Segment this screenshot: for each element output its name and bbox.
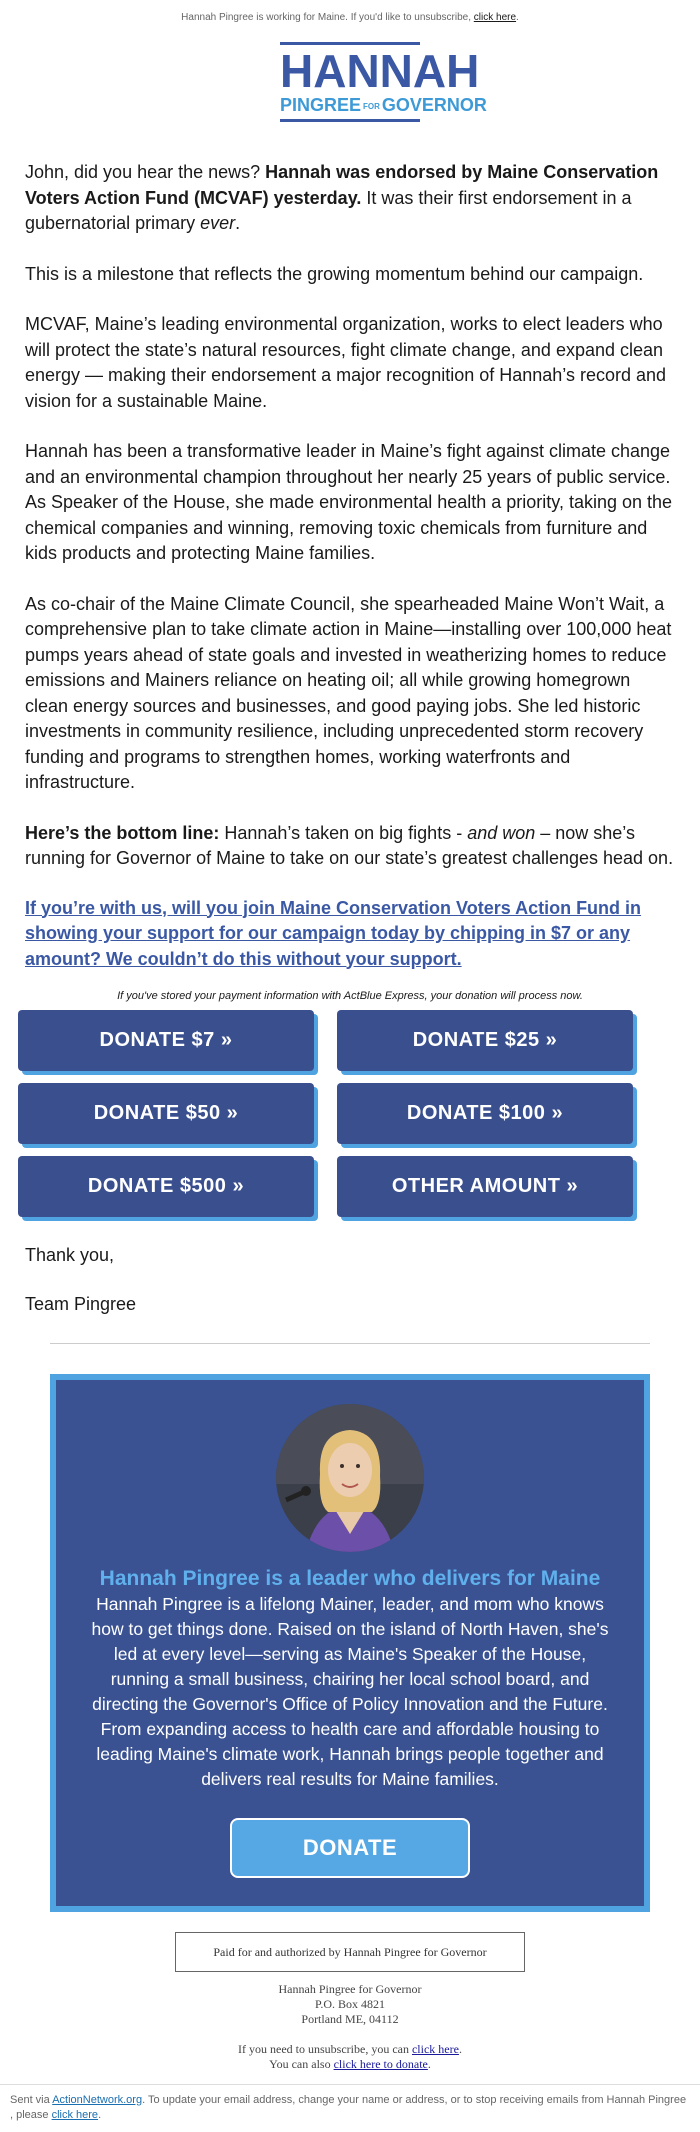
- signoff-thanks: Thank you,: [25, 1245, 115, 1265]
- p6-emphasis: and won: [467, 822, 536, 843]
- donate-end: .: [427, 2057, 431, 2071]
- actionnetwork-link[interactable]: ActionNetwork.org: [52, 2094, 143, 2106]
- paid-for-disclaimer: Paid for and authorized by Hannah Pingree for Governor: [175, 1932, 525, 1972]
- logo-sub-left: PINGREE: [280, 95, 362, 115]
- donate-100-button[interactable]: DONATE $100 »: [337, 1083, 633, 1144]
- bio-card: [50, 1374, 650, 1912]
- section-divider: [50, 1343, 650, 1344]
- logo-sub-for: FOR: [363, 101, 380, 111]
- donate-button-grid: [0, 1010, 700, 1217]
- footer-end: .: [98, 2109, 102, 2121]
- p6-bold: Here’s the bottom line:: [25, 822, 220, 843]
- action-network-footer: [0, 2085, 700, 2123]
- signoff-team: Team Pingree: [25, 1294, 137, 1314]
- p1-text-c: .: [235, 213, 241, 233]
- unsubscribe-link[interactable]: click here: [411, 2042, 459, 2056]
- bio-donate-button[interactable]: DONATE: [230, 1818, 470, 1878]
- unsub-end: .: [458, 2042, 462, 2056]
- logo-sub-right: GOVERNOR: [381, 95, 487, 115]
- address-line-2: P.O. Box 4821: [314, 1997, 385, 2011]
- bio-title: Hannah Pingree is a leader who delivers for Maine: [99, 1567, 601, 1590]
- signoff: [0, 1217, 700, 1317]
- p1-text-a: John, did you hear the news?: [25, 162, 266, 182]
- paragraph-mcvaf: MCVAF, Maine’s leading environmental organization, works to elect leaders who will protect the state’s natural resources, fight climate change, and expand clean energy — making their endorsement a major recognition of Hannah’s record and vision for a sustainable Maine.: [25, 314, 667, 411]
- footer-donate-link[interactable]: click here to donate: [333, 2057, 428, 2071]
- footer-sent-via: Sent via: [10, 2094, 53, 2106]
- logo-subtitle: [280, 95, 487, 116]
- donate-25-button[interactable]: DONATE $25 »: [337, 1010, 633, 1071]
- paragraph-climate-council: As co-chair of the Maine Climate Council, she spearheaded Maine Won’t Wait, a comprehensive plan to take climate action in Maine—installing over 100,000 heat pumps years ahead of state goals and invested in weatherizing homes to reduce emissions and Mainers reliance on heating oil; all while growing homegrown clean energy sources and businesses, and good paying jobs. She led historic investments in community resilience, including unprecedented storm recovery funding and programs to strengthen homes, working waterfronts and infrastructure.: [25, 593, 672, 792]
- preheader: [0, 0, 700, 28]
- donate-7-button[interactable]: DONATE $7 »: [18, 1010, 314, 1071]
- paragraph-bottom-line: [25, 821, 676, 872]
- unsub-text: If you need to unsubscribe, you can: [238, 2042, 412, 2056]
- donate-50-button[interactable]: DONATE $50 »: [18, 1083, 314, 1144]
- p6-text-b: – now she’s running for Governor of Maine to take on our state’s greatest challenges head on.: [25, 822, 674, 868]
- paragraph-milestone: This is a milestone that reflects the growing momentum behind our campaign.: [25, 263, 644, 284]
- mailing-address: [0, 1982, 700, 2027]
- footer-click-here-link[interactable]: click here: [51, 2109, 99, 2121]
- preheader-text: Hannah Pingree is working for Maine. If you'd like to unsubscribe,: [181, 12, 472, 23]
- unsubscribe-block: [0, 2042, 700, 2072]
- donation-ask-link[interactable]: If you’re with us, will you join Maine Conservation Voters Action Fund in showing your support for our campaign today by chipping in $7 or any amount? We couldn’t do this without your support.: [25, 897, 642, 969]
- address-line-3: Portland ME, 04112: [301, 2012, 399, 2026]
- bio-text: Hannah Pingree is a lifelong Mainer, leader, and mom who knows how to get things done. Raised on the island of North Haven, she's led at every level—serving as Maine's Speaker of the House, running a small business, chairing her local school board, and directing the Governor's Office of Policy Innovation and the Future. From expanding access to health care and affordable housing to leading Maine's climate work, Hannah brings people together and delivers real results for Maine families.: [91, 1594, 609, 1789]
- preheader-suffix: .: [516, 12, 519, 23]
- candidate-photo-illustration: [276, 1404, 424, 1552]
- donate-500-button[interactable]: DONATE $500 »: [18, 1156, 314, 1217]
- footer-middle-text: . To update your email address, change your name or address, or to stop receiving emails from Hannah Pingree , please: [10, 2094, 687, 2121]
- email-body: [0, 122, 700, 972]
- paragraph-news: [25, 160, 676, 237]
- donate-other-amount-button[interactable]: OTHER AMOUNT »: [337, 1156, 633, 1217]
- address-line-1: Hannah Pingree for Governor: [278, 1982, 422, 1996]
- donate-line: [0, 2057, 700, 2072]
- unsubscribe-line: [0, 2042, 700, 2057]
- actblue-express-note: If you've stored your payment information with ActBlue Express, your donation will process now.: [117, 990, 583, 1002]
- p1-emphasis: ever: [200, 213, 236, 233]
- candidate-photo: [276, 1404, 424, 1552]
- p1-text-b: It was their first endorsement in a gubernatorial primary: [25, 187, 632, 233]
- donate-text: You can also: [269, 2057, 334, 2071]
- p6-text-a: Hannah’s taken on big fights -: [219, 822, 468, 843]
- paragraph-leader: Hannah has been a transformative leader in Maine’s fight against climate change and an environmental champion throughout her nearly 25 years of public service. As Speaker of the House, she made environmental health a priority, taking on the chemical companies and winning, removing toxic chemicals from furniture and kids products and protecting Maine families.: [25, 441, 673, 563]
- logo-name: HANNAH: [280, 45, 480, 97]
- preheader-unsubscribe-link[interactable]: click here: [473, 12, 517, 23]
- campaign-logo: [280, 42, 487, 122]
- p1-bold: Hannah was endorsed by Maine Conservation Voters Action Fund (MCVAF) yesterday.: [25, 162, 659, 208]
